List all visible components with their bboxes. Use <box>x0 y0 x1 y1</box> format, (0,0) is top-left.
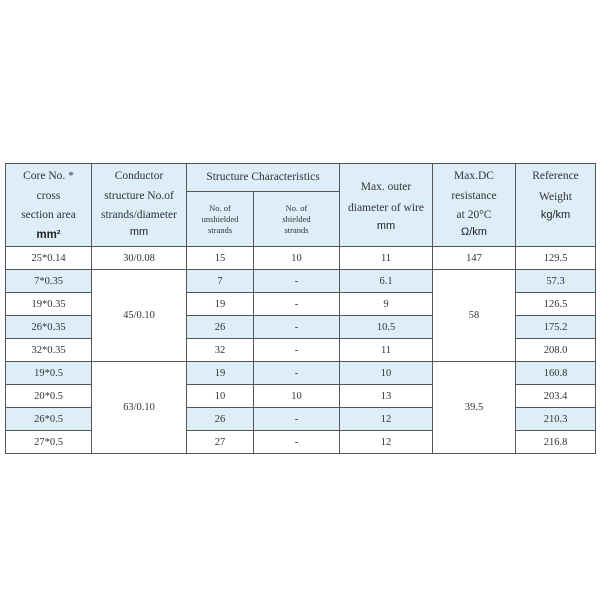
cell-shielded: - <box>254 316 340 339</box>
cell-dc-merged: 39.5 <box>433 362 516 454</box>
header-weight-unit: kg/km <box>540 209 571 221</box>
cell-dc: 147 <box>433 247 516 270</box>
cell-shielded: 10 <box>254 247 340 270</box>
cell-core: 26*0.5 <box>6 408 92 431</box>
cell-unshielded: 32 <box>187 339 254 362</box>
cell-core: 20*0.5 <box>6 385 92 408</box>
header-reference-weight: Reference Weight kg/km <box>516 164 596 247</box>
cell-weight: 208.0 <box>516 339 596 362</box>
header-dc-unit: Ω/km <box>461 226 487 238</box>
header-shielded-strands: No. of shielded strands <box>254 191 340 246</box>
cell-shielded: - <box>254 408 340 431</box>
cell-core: 19*0.5 <box>6 362 92 385</box>
header-max-dc-resistance: Max.DC resistance at 20°C Ω/km <box>433 164 516 247</box>
cell-core: 25*0.14 <box>6 247 92 270</box>
cell-weight: 175.2 <box>516 316 596 339</box>
header-core-unit: mm² <box>36 229 61 241</box>
cell-unshielded: 7 <box>187 270 254 293</box>
cell-shielded: - <box>254 339 340 362</box>
cell-unshielded: 15 <box>187 247 254 270</box>
cell-core: 27*0.5 <box>6 431 92 454</box>
cell-shielded: - <box>254 431 340 454</box>
cell-weight: 210.3 <box>516 408 596 431</box>
table-row <box>6 362 596 385</box>
cell-outer: 11 <box>340 247 433 270</box>
cell-shielded: - <box>254 362 340 385</box>
cell-shielded: 10 <box>254 385 340 408</box>
cell-core: 32*0.35 <box>6 339 92 362</box>
table-row <box>6 247 596 270</box>
cell-outer: 13 <box>340 385 433 408</box>
cell-shielded: - <box>254 293 340 316</box>
header-unshielded-strands: No. of unshielded strands <box>187 191 254 246</box>
cell-weight: 203.4 <box>516 385 596 408</box>
cell-conductor: 30/0.08 <box>92 247 187 270</box>
table-body <box>6 247 596 454</box>
cell-unshielded: 19 <box>187 362 254 385</box>
cable-spec-table <box>5 163 596 454</box>
cell-unshielded: 27 <box>187 431 254 454</box>
cell-unshielded: 10 <box>187 385 254 408</box>
header-core-section: Core No. * cross section area mm² <box>6 164 92 247</box>
cell-core: 19*0.35 <box>6 293 92 316</box>
cell-conductor-merged: 45/0.10 <box>92 270 187 362</box>
cell-outer: 12 <box>340 408 433 431</box>
cell-outer: 10 <box>340 362 433 385</box>
table-row <box>6 270 596 293</box>
cell-weight: 126.5 <box>516 293 596 316</box>
header-conductor-structure: Conductor structure No.of strands/diameter mm <box>92 164 187 247</box>
cell-outer: 10.5 <box>340 316 433 339</box>
cell-outer: 9 <box>340 293 433 316</box>
cell-unshielded: 26 <box>187 316 254 339</box>
cell-unshielded: 19 <box>187 293 254 316</box>
header-structure-characteristics: Structure Characteristics <box>187 164 340 192</box>
cell-weight: 216.8 <box>516 431 596 454</box>
cell-outer: 6.1 <box>340 270 433 293</box>
header-conductor-unit: mm <box>129 226 149 238</box>
cell-shielded: - <box>254 270 340 293</box>
cell-outer: 12 <box>340 431 433 454</box>
header-outer-unit: mm <box>376 220 396 232</box>
cell-weight: 160.8 <box>516 362 596 385</box>
cell-weight: 129.5 <box>516 247 596 270</box>
cell-dc-merged: 58 <box>433 270 516 362</box>
header-max-outer-diameter: Max. outer diameter of wire mm <box>340 164 433 247</box>
cell-weight: 57.3 <box>516 270 596 293</box>
table-header <box>6 164 596 247</box>
cell-core: 26*0.35 <box>6 316 92 339</box>
cell-outer: 11 <box>340 339 433 362</box>
cell-core: 7*0.35 <box>6 270 92 293</box>
cell-unshielded: 26 <box>187 408 254 431</box>
cell-conductor-merged: 63/0.10 <box>92 362 187 454</box>
